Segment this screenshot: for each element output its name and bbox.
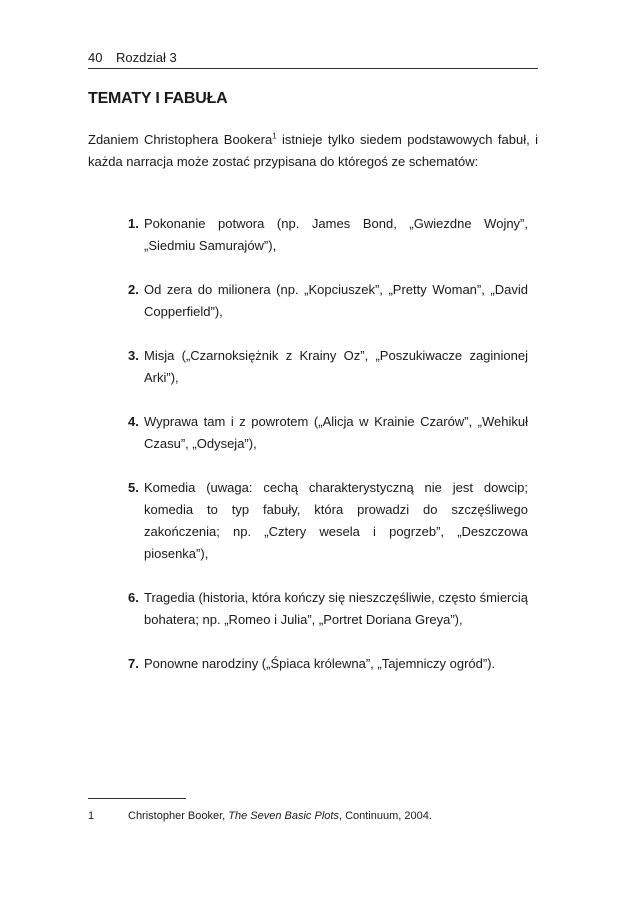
list-item-text: Ponowne narodziny („Śpiaca królewna”, „Tajemniczy ogród”). [144, 656, 496, 671]
footnote-work-title: The Seven Basic Plots [228, 810, 339, 822]
page-header [88, 48, 538, 69]
list-item-text: Wyprawa tam i z powrotem („Alicja w Krainie Czarów”, „Wehikuł Czasu”, „Odyseja”), [144, 414, 528, 451]
page-number: 40 [88, 50, 103, 65]
list-item-text: Misja („Czarnoksiężnik z Krainy Oz”, „Poszukiwacze zaginionej Arki”), [144, 348, 528, 385]
chapter-title: Rozdział 3 [116, 50, 177, 65]
footnote-text [128, 808, 432, 824]
list-item-number: 3. [128, 348, 139, 363]
intro-paragraph [88, 129, 538, 173]
footnote-mark: 1 [88, 810, 95, 822]
list-item-number: 7. [128, 656, 139, 671]
list-item-number: 1. [128, 216, 139, 231]
list-item [128, 213, 528, 257]
section-title: TEMATY I FABUŁA [88, 90, 228, 107]
list-item-number: 2. [128, 282, 139, 297]
footnote-publisher: , Continuum, 2004. [338, 810, 432, 822]
list-item [128, 653, 528, 675]
intro-text-start: Zdaniem Christophera Bookera [88, 132, 273, 147]
list-item-text: Pokonanie potwora (np. James Bond, „Gwiezdne Wojny”, „Siedmiu Samurajów”), [144, 216, 528, 253]
list-item-text: Tragedia (historia, która kończy się nieszczęśliwie, często śmiercią bohatera; np. „Romeo i Julia”, „Portret Doriana Greya”), [144, 590, 528, 627]
list-item-text: Od zera do milionera (np. „Kopciuszek”, „Pretty Woman”, „David Copperfield”), [144, 282, 528, 319]
list-item [128, 279, 528, 323]
footnote-reference[interactable]: 1 [272, 131, 277, 141]
list-item [128, 587, 528, 631]
plot-list [128, 213, 528, 697]
list-item-number: 6. [128, 590, 139, 605]
list-item-text: Komedia (uwaga: cechą charakterystyczną nie jest dowcip; komedia to typ fabuły, która prowadzi do szczęśliwego zakończenia; np. „Cztery wesela i pogrzeb”, „Deszczowa piosenka”), [144, 480, 528, 561]
list-item-number: 4. [128, 414, 139, 429]
footnote-divider [88, 798, 186, 799]
list-item [128, 345, 528, 389]
footnote-author: Christopher Booker, [128, 810, 229, 822]
list-item [128, 411, 528, 455]
list-item-number: 5. [128, 480, 139, 495]
intro-text-end: istnieje tylko siedem podstawowych fabuł, i każda narracja może zostać przypisana do któregoś ze schematów: [88, 132, 538, 169]
list-item [128, 477, 528, 565]
